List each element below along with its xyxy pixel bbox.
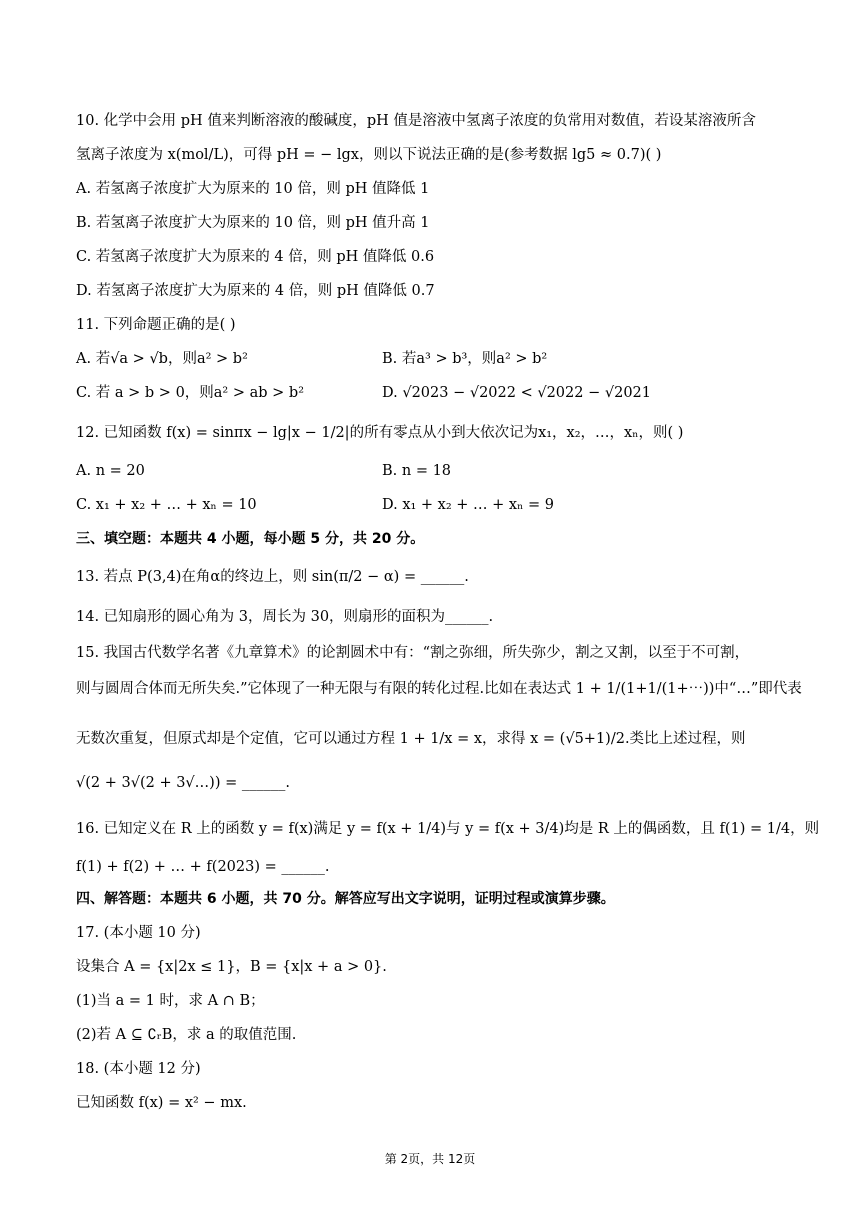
q11-option-a: A. 若√a > √b，则a² > b² — [76, 351, 248, 367]
q12-option-c: C. x₁ + x₂ + … + xₙ = 10 — [76, 497, 257, 513]
page-footer: 第 2页，共 12页 — [384, 1152, 476, 1166]
q18-stem: 已知函数 f(x) = x² − mx. — [76, 1095, 247, 1111]
q16-line2: f(1) + f(2) + … + f(2023) = ______. — [76, 859, 330, 875]
q15-line2: 则与圆周合体而无所失矣.”它体现了一种无限与有限的转化过程.比如在表达式 1 + 1/(1+1/(1+⋯))中“…”即代表 — [76, 681, 802, 697]
q12-option-d: D. x₁ + x₂ + … + xₙ = 9 — [382, 497, 554, 513]
q10-option-a: A. 若氢离子浓度扩大为原来的 10 倍，则 pH 值降低 1 — [76, 181, 430, 197]
q17-part1: (1)当 a = 1 时，求 A ∩ B； — [76, 993, 265, 1009]
q13: 13. 若点 P(3,4)在角α的终边上，则 sin(π/2 − α) = ______. — [76, 569, 469, 585]
q17-stem: 设集合 A = {x|2x ≤ 1}，B = {x|x + a > 0}. — [76, 959, 387, 975]
q10-option-d: D. 若氢离子浓度扩大为原来的 4 倍，则 pH 值降低 0.7 — [76, 283, 435, 299]
q11-option-c: C. 若 a > b > 0，则a² > ab > b² — [76, 385, 305, 401]
q16-line1: 16. 已知定义在 R 上的函数 y = f(x)满足 y = f(x + 1/4)与 y = f(x + 3/4)均是 R 上的偶函数，且 f(1) = 1/4，则 — [76, 821, 820, 837]
section-4-heading: 四、解答题：本题共 6 小题，共 70 分。解答应写出文字说明，证明过程或演算步骤。 — [76, 891, 615, 907]
q12-stem: 12. 已知函数 f(x) = sinπx − lg|x − 1/2|的所有零点从小到大依次记为x₁，x₂，…，xₙ，则( ) — [76, 425, 684, 441]
q15-line3: 无数次重复，但原式却是个定值，它可以通过方程 1 + 1/x = x，求得 x = (√5+1)/2.类比上述过程，则 — [76, 731, 746, 747]
q15-line4: √(2 + 3√(2 + 3√…)) = ______. — [76, 775, 290, 791]
q11-option-d: D. √2023 − √2022 < √2022 − √2021 — [382, 385, 651, 401]
q14: 14. 已知扇形的圆心角为 3，周长为 30，则扇形的面积为______. — [76, 609, 494, 625]
q11-option-b: B. 若a³ > b³，则a² > b² — [382, 351, 548, 367]
q17-part2: (2)若 A ⊆ ∁ᵣB，求 a 的取值范围. — [76, 1027, 297, 1043]
q11-stem: 11. 下列命题正确的是( ) — [76, 317, 236, 333]
section-3-heading: 三、填空题：本题共 4 小题，每小题 5 分，共 20 分。 — [76, 531, 425, 547]
q18-head: 18. (本小题 12 分) — [76, 1061, 201, 1077]
q12-option-b: B. n = 18 — [382, 463, 452, 479]
q10-line1: 10. 化学中会用 pH 值来判断溶液的酸碱度，pH 值是溶液中氢离子浓度的负常用对数值，若设某溶液所含 — [76, 113, 756, 129]
q10-option-b: B. 若氢离子浓度扩大为原来的 10 倍，则 pH 值升高 1 — [76, 215, 430, 231]
q12-option-a: A. n = 20 — [76, 463, 145, 479]
q15-line1: 15. 我国古代数学名著《九章算术》的论割圆术中有：“割之弥细，所失弥少，割之又割，以至于不可割， — [76, 645, 750, 661]
q10-line2: 氢离子浓度为 x(mol/L)，可得 pH = − lgx，则以下说法正确的是(参考数据 lg5 ≈ 0.7)( ) — [76, 147, 662, 163]
q17-head: 17. (本小题 10 分) — [76, 925, 201, 941]
q10-option-c: C. 若氢离子浓度扩大为原来的 4 倍，则 pH 值降低 0.6 — [76, 249, 435, 265]
